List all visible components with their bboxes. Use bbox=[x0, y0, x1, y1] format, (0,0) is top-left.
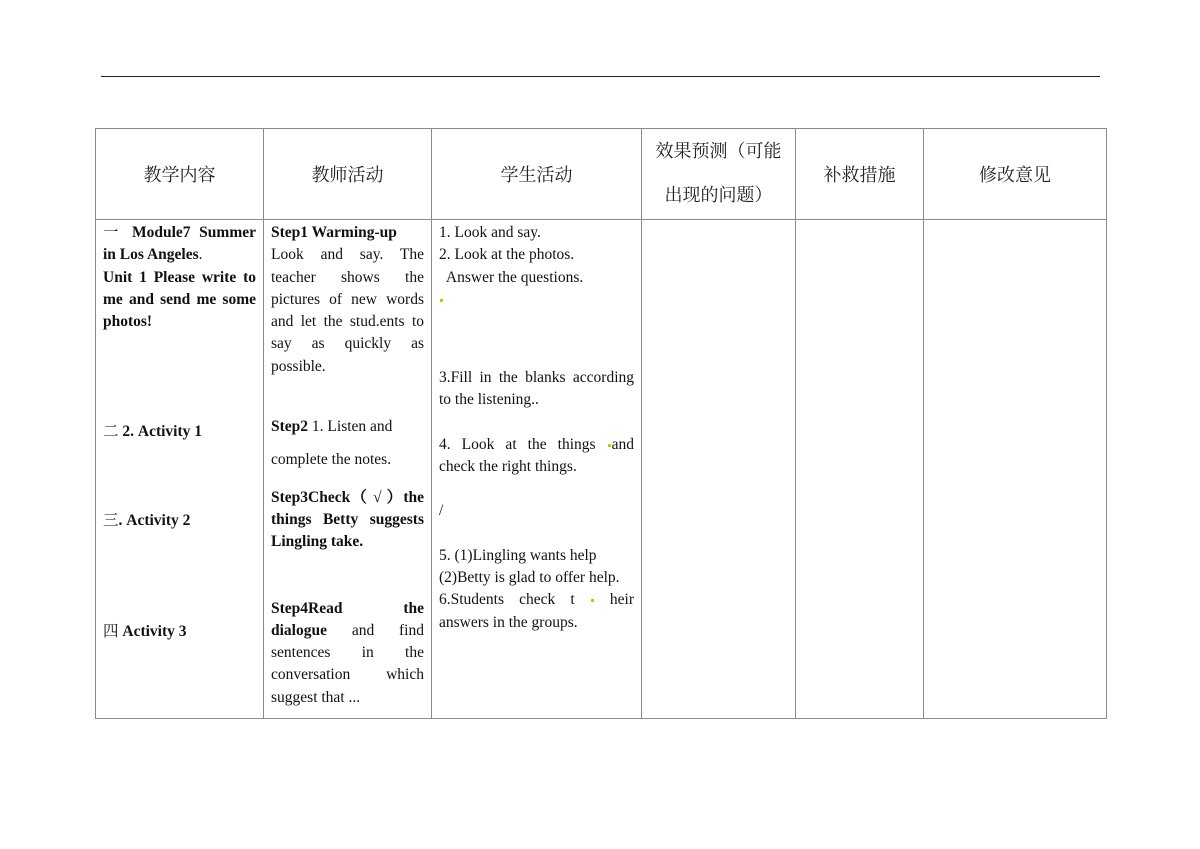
step2 bbox=[271, 416, 424, 438]
content-item-4 bbox=[103, 621, 256, 643]
item2-title: 2. Activity 1 bbox=[118, 423, 203, 441]
step2-title: Step2 bbox=[271, 418, 309, 436]
content-item-1 bbox=[103, 222, 256, 267]
student-slash: / bbox=[439, 502, 444, 520]
item2-prefix: 二 bbox=[103, 423, 119, 441]
scan-mark bbox=[439, 289, 634, 311]
item1-prefix: 一 bbox=[103, 224, 124, 241]
item4-title: Activity 3 bbox=[118, 623, 187, 641]
header-effect-line2: 出现的问题） bbox=[664, 185, 773, 206]
student-step-5a: 5. (1)Lingling wants help bbox=[439, 546, 597, 564]
scan-mark-2 bbox=[608, 444, 611, 447]
student-step-5b: (2)Betty is glad to offer help. bbox=[439, 568, 620, 586]
content-unit-title: Unit 1 Please write to me and send me some photos! bbox=[103, 268, 256, 331]
step3-title: Step3Check（ √ ）the things Betty suggests Lingling take. bbox=[271, 488, 424, 551]
revision-cell bbox=[924, 220, 1107, 719]
teacher-cell bbox=[264, 220, 432, 719]
item4-prefix: 四 bbox=[103, 623, 119, 641]
content-item-2 bbox=[103, 421, 256, 443]
student-step-4a: 4. Look at the things bbox=[439, 435, 607, 453]
step1-text: Look and say. The teacher shows the pictures of new words and let the stud.ents to say as quickly as possible. bbox=[271, 246, 424, 375]
header-student: 学生活动 bbox=[432, 129, 642, 220]
effect-cell bbox=[642, 220, 796, 719]
student-step-6b: heir answers in the groups. bbox=[439, 591, 634, 631]
step4 bbox=[271, 598, 424, 709]
header-content: 教学内容 bbox=[96, 129, 264, 220]
step4-title: Step4Read the dialogue bbox=[271, 599, 424, 639]
student-cell bbox=[432, 220, 642, 719]
header-effect-line1: 效果预测（可能 bbox=[655, 141, 782, 162]
header-revision: 修改意见 bbox=[924, 129, 1107, 220]
item3-prefix: 三 bbox=[103, 511, 119, 529]
body-row bbox=[96, 220, 1107, 719]
step2-text-a: 1. Listen and bbox=[308, 418, 393, 436]
header-effect bbox=[642, 129, 796, 220]
item1-dot: . bbox=[198, 246, 203, 264]
item3-title: . Activity 2 bbox=[118, 511, 191, 529]
step1-title: Step1 Warming-up bbox=[271, 224, 397, 241]
student-step-6 bbox=[439, 589, 634, 634]
content-cell bbox=[96, 220, 264, 719]
student-step-4 bbox=[439, 434, 634, 479]
header-rule bbox=[101, 76, 1100, 77]
step4-text: and find sentences in the conversation which suggest that ... bbox=[271, 621, 424, 706]
lesson-plan-table bbox=[95, 128, 1107, 719]
header-row bbox=[96, 129, 1107, 220]
student-step-2b: Answer the questions. bbox=[439, 268, 584, 286]
header-remedy: 补救措施 bbox=[796, 129, 924, 220]
item1-title: Module7 Summer in Los Angeles bbox=[103, 224, 256, 264]
content-item-3 bbox=[103, 510, 256, 532]
student-step-6a: 6.Students check t bbox=[439, 591, 590, 609]
step2-text-b: complete the notes. bbox=[271, 451, 392, 469]
scan-mark-3 bbox=[591, 599, 594, 602]
student-step-1: 1. Look and say. bbox=[439, 224, 541, 241]
header-teacher: 教师活动 bbox=[264, 129, 432, 220]
student-step-2: 2. Look at the photos. bbox=[439, 246, 575, 264]
student-step-3: 3.Fill in the blanks according to the listening.. bbox=[439, 369, 634, 409]
remedy-cell bbox=[796, 220, 924, 719]
student-step-4b: and check the right things. bbox=[439, 435, 634, 476]
